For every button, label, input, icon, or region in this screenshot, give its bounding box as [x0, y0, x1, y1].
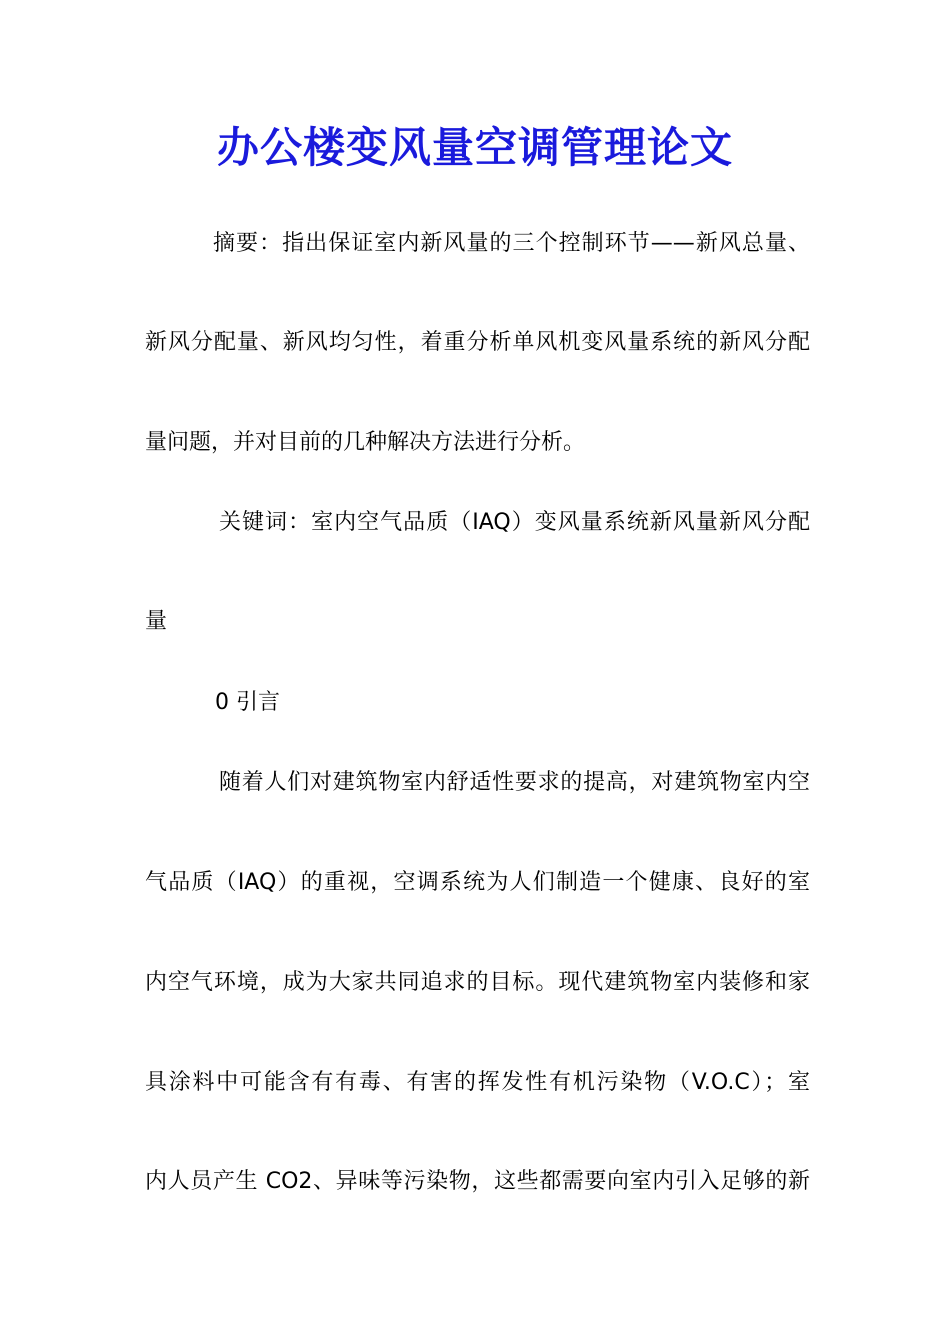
body-line-3: 内空气环境，成为大家共同追求的目标。现代建筑物室内装修和家 — [145, 970, 810, 995]
body-line-4: 具涂料中可能含有有毒、有害的挥发性有机污染物（V.O.C）；室 — [145, 1070, 810, 1095]
abstract-line-3: 量问题，并对目前的几种解决方法进行分析。 — [145, 430, 586, 455]
body-line-5: 内人员产生 CO2、异味等污染物，这些都需要向室内引入足够的新 — [145, 1169, 810, 1194]
section-heading-introduction: 0 引言 — [215, 690, 280, 715]
body-line-2: 气品质（IAQ）的重视，空调系统为人们制造一个健康、良好的室 — [145, 870, 810, 895]
keywords-line-1: 关键词：室内空气品质（IAQ）变风量系统新风量新风分配 — [219, 510, 810, 535]
body-line-1: 随着人们对建筑物室内舒适性要求的提高，对建筑物室内空 — [219, 770, 810, 795]
document-title: 办公楼变风量空调管理论文 — [216, 123, 733, 172]
keywords-line-2: 量 — [145, 609, 168, 634]
abstract-line-2: 新风分配量、新风均匀性，着重分析单风机变风量系统的新风分配 — [145, 330, 810, 355]
abstract-line-1: 摘要：指出保证室内新风量的三个控制环节——新风总量、 — [213, 231, 810, 256]
